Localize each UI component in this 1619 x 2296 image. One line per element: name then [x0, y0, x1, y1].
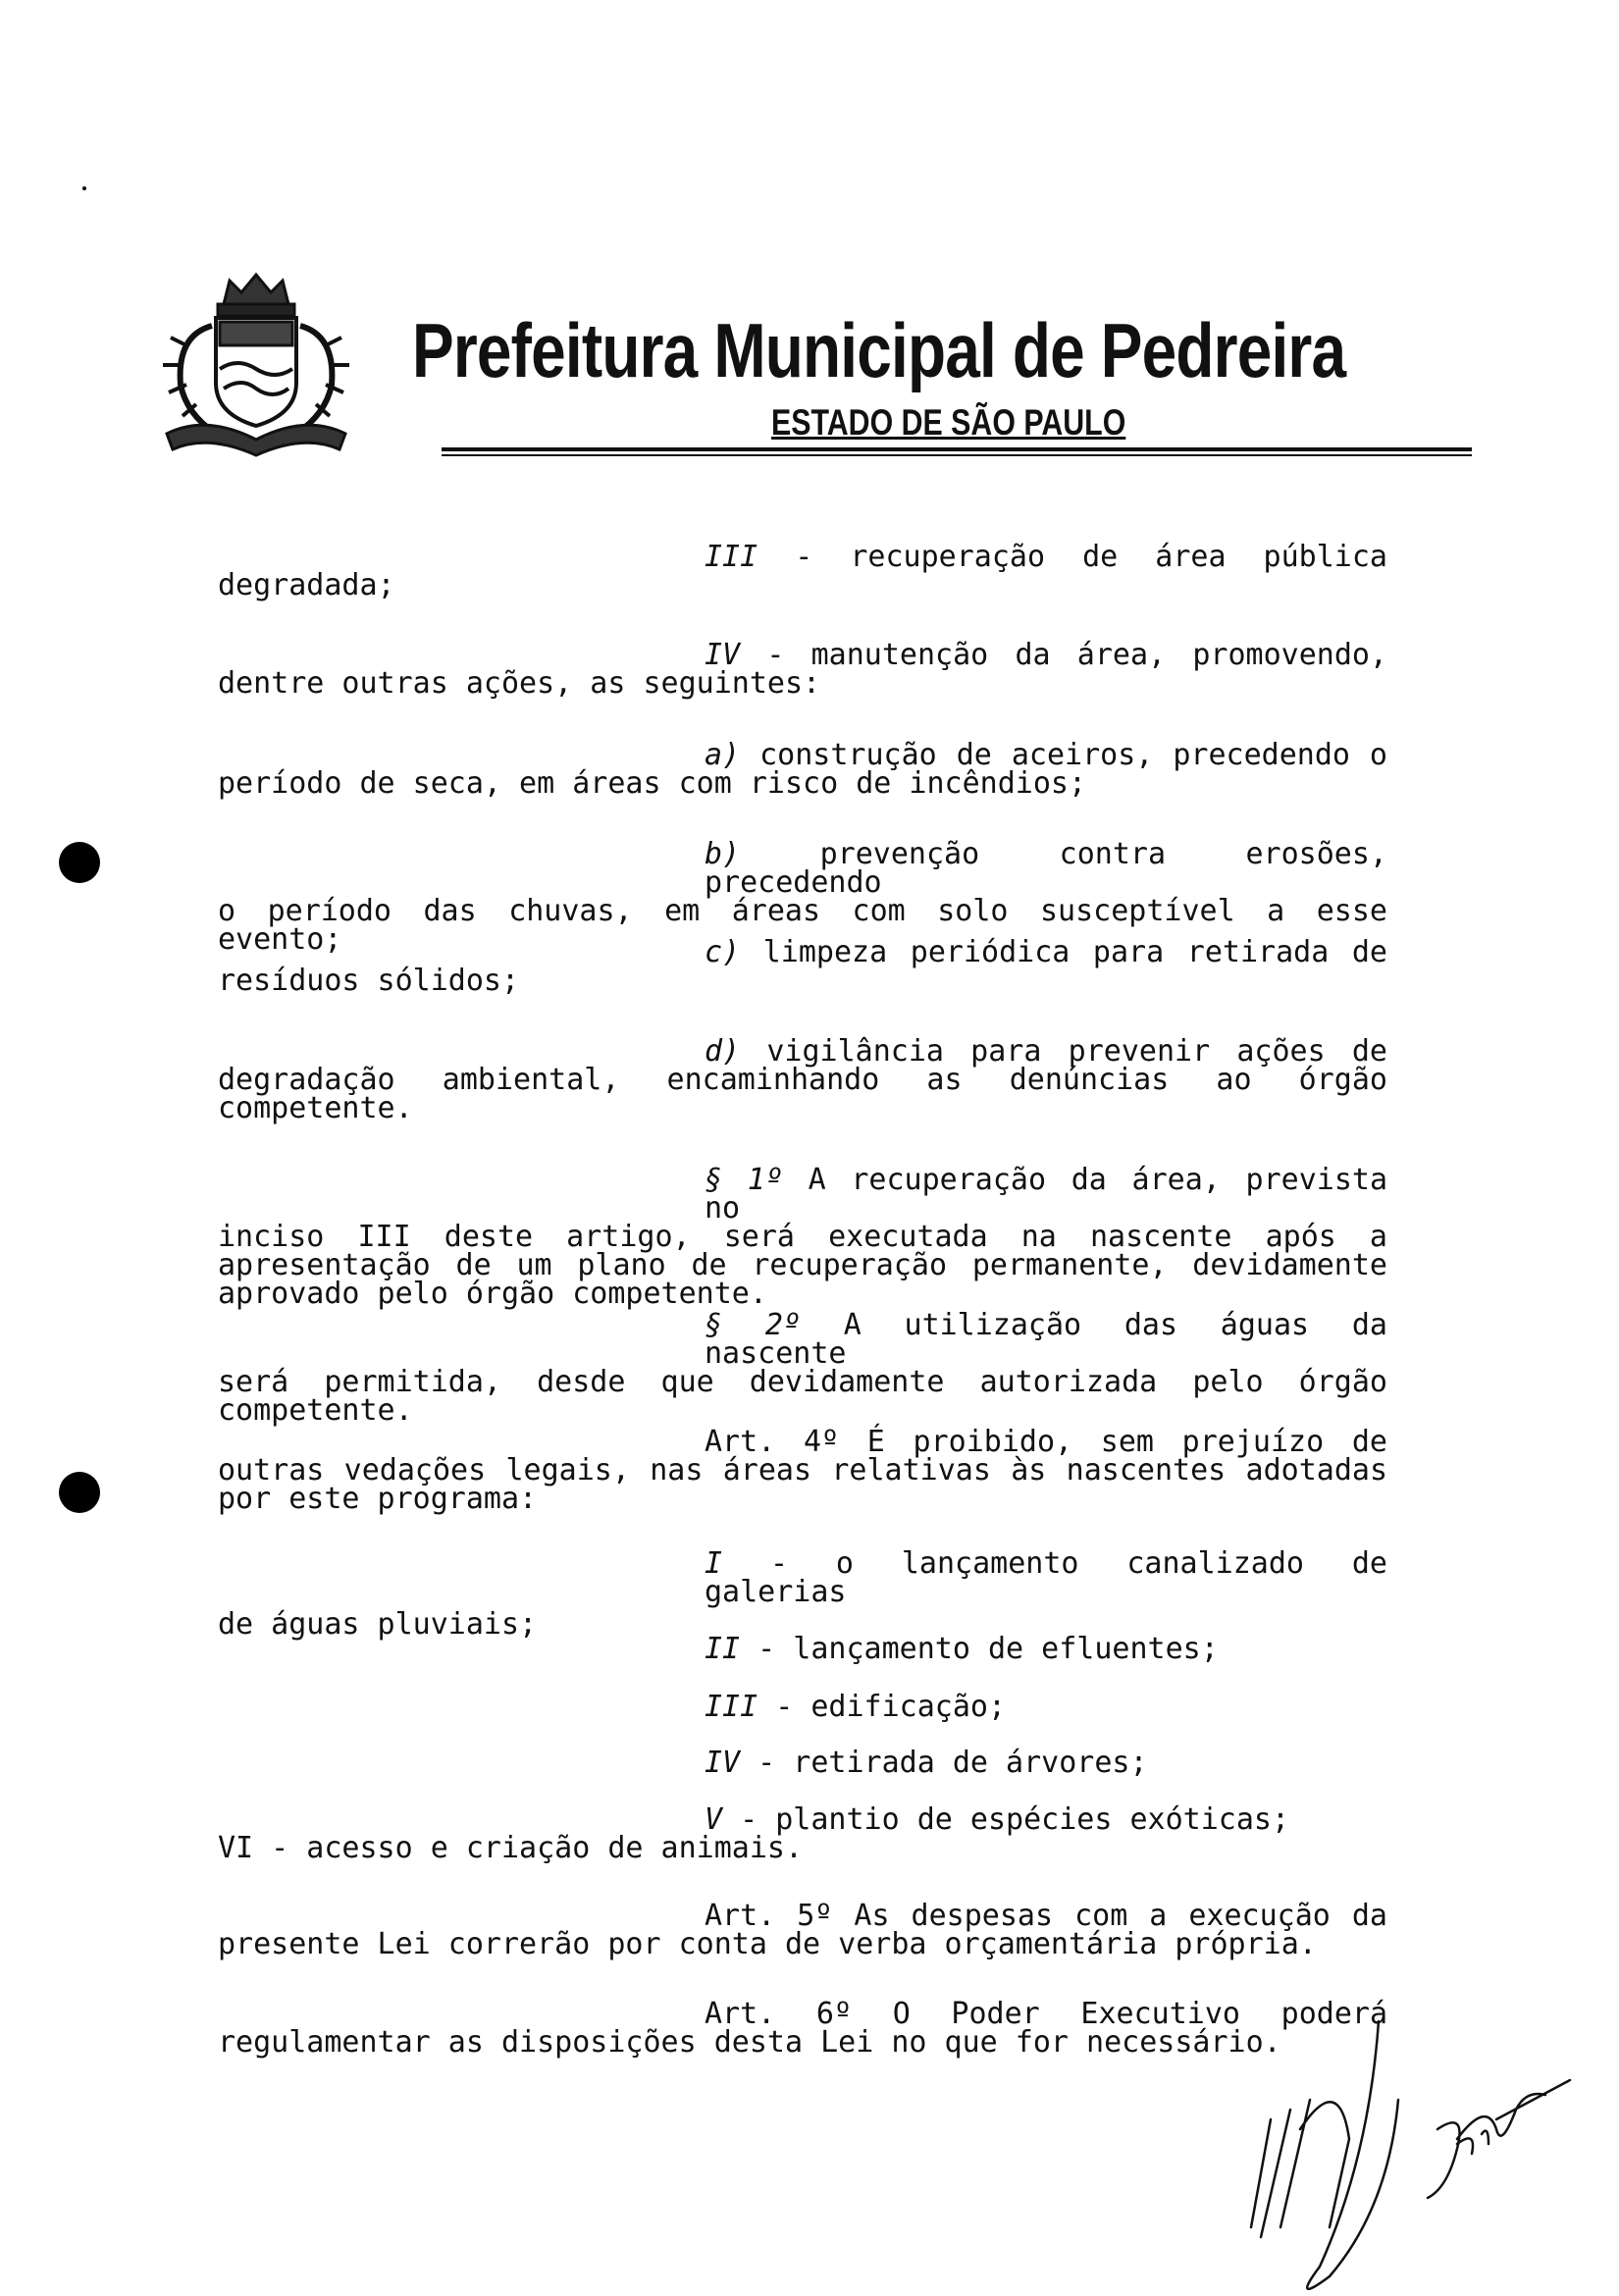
paragraph-continuation: de águas pluviais; [218, 1607, 538, 1642]
paragraph-section-1 [218, 1163, 1388, 1311]
paragraph-text: - manutenção da área, promovendo, [740, 638, 1387, 672]
paragraph-marker: § 1º [705, 1163, 783, 1197]
paragraph-continuation: resíduos sólidos; [218, 964, 520, 998]
paragraph-text: - retirada de árvores; [740, 1746, 1148, 1780]
paragraph-marker: a) [705, 738, 741, 772]
paragraph-text: - edificação; [757, 1690, 1007, 1724]
paragraph-item-ii [218, 1632, 1607, 1666]
paragraph-section-2 [218, 1308, 1387, 1428]
paragraph-marker: IV [705, 638, 741, 672]
paragraph-item-iii [218, 1690, 1607, 1724]
paragraph-marker: III [705, 540, 758, 574]
paragraph-marker: c) [705, 935, 741, 969]
coat-of-arms-icon [147, 267, 365, 459]
paragraph-inciso-iii [218, 540, 1387, 602]
paragraph-text: - plantio de espécies exóticas; [722, 1802, 1290, 1837]
paragraph-article-4 [218, 1425, 1387, 1516]
punch-hole [59, 842, 100, 883]
paragraph-continuation: período de seca, em áreas com risco de incêndios; [218, 766, 1087, 801]
paragraph-marker: II [705, 1632, 741, 1666]
paragraph-continuation: regulamentar as disposições desta Lei no que for necessário. [218, 2025, 1281, 2060]
paragraph-continuation: dentre outras ações, as seguintes: [218, 666, 821, 701]
punch-hole [59, 1472, 100, 1513]
paragraph-item-i [218, 1546, 1387, 1642]
paragraph-text: Art. 6º O Poder Executivo poderá [705, 1997, 1387, 2031]
paragraph-text: - o lançamento canalizado de galerias [705, 1546, 1387, 1609]
paragraph-continuation: inciso III deste artigo, será executada na nascente após a apresentação de um plano de recuperação permanente, devidamente aprovado pelo órgão competente. [218, 1220, 1387, 1311]
paragraph-article-5 [218, 1899, 1387, 1961]
paragraph-text: prevenção contra erosões, precedendo [705, 837, 1387, 900]
paragraph-continuation: será permitida, desde que devidamente autorizada pelo órgão competente. [218, 1365, 1387, 1428]
letterhead-subtitle: ESTADO DE SÃO PAULO [771, 402, 1126, 443]
paragraph-text: A utilização das águas da nascente [705, 1308, 1387, 1371]
paragraph-marker: III [705, 1690, 758, 1724]
paragraph-text: - recuperação de área pública [757, 540, 1387, 574]
paragraph-marker: IV [705, 1746, 741, 1780]
paragraph-continuation: o período das chuvas, em áreas com solo susceptível a esse evento; [218, 894, 1387, 957]
paragraph-text: - lançamento de efluentes; [740, 1632, 1219, 1666]
signature-icon [1231, 1982, 1585, 2296]
paragraph-alinea-c [218, 935, 1387, 998]
paragraph-marker: V [705, 1802, 723, 1837]
paragraph-text: A recuperação da área, prevista no [705, 1163, 1388, 1226]
paragraph-alinea-d [218, 1034, 1387, 1125]
paragraph-text: construção de aceiros, precedendo o [740, 738, 1387, 772]
paragraph-text: limpeza periódica para retirada de [740, 935, 1387, 969]
paragraph-marker: b) [705, 837, 741, 871]
paragraph-text: Art. 4º É proibido, sem prejuízo de [705, 1425, 1387, 1459]
paragraph-continuation: degradada; [218, 568, 395, 602]
paragraph-alinea-a [218, 738, 1387, 801]
paragraph-marker: d) [705, 1034, 741, 1069]
letterhead-title: Prefeitura Municipal de Pedreira [412, 307, 1346, 393]
paragraph-continuation: degradação ambiental, encaminhando as denúncias ao órgão competente. [218, 1063, 1387, 1125]
paragraph-text: vigilância para prevenir ações de [740, 1034, 1387, 1069]
paragraph-item-v-vi [218, 1802, 1387, 1865]
paragraph-continuation: VI - acesso e criação de animais. [218, 1831, 804, 1865]
header-rule-thin [442, 454, 1472, 456]
paragraph-continuation: presente Lei correrão por conta de verba orçamentária própria. [218, 1927, 1317, 1961]
paragraph-marker: § 2º [705, 1308, 801, 1342]
paragraph-item-iv [218, 1746, 1607, 1780]
header-rule [442, 447, 1472, 451]
paragraph-article-6 [218, 1997, 1387, 2060]
paragraph-text: Art. 5º As despesas com a execução da [705, 1899, 1387, 1933]
paragraph-marker: I [705, 1546, 723, 1581]
speck-mark [82, 186, 86, 190]
paragraph-inciso-iv [218, 638, 1387, 701]
paragraph-continuation: outras vedações legais, nas áreas relativas às nascentes adotadas por este programa: [218, 1453, 1387, 1516]
